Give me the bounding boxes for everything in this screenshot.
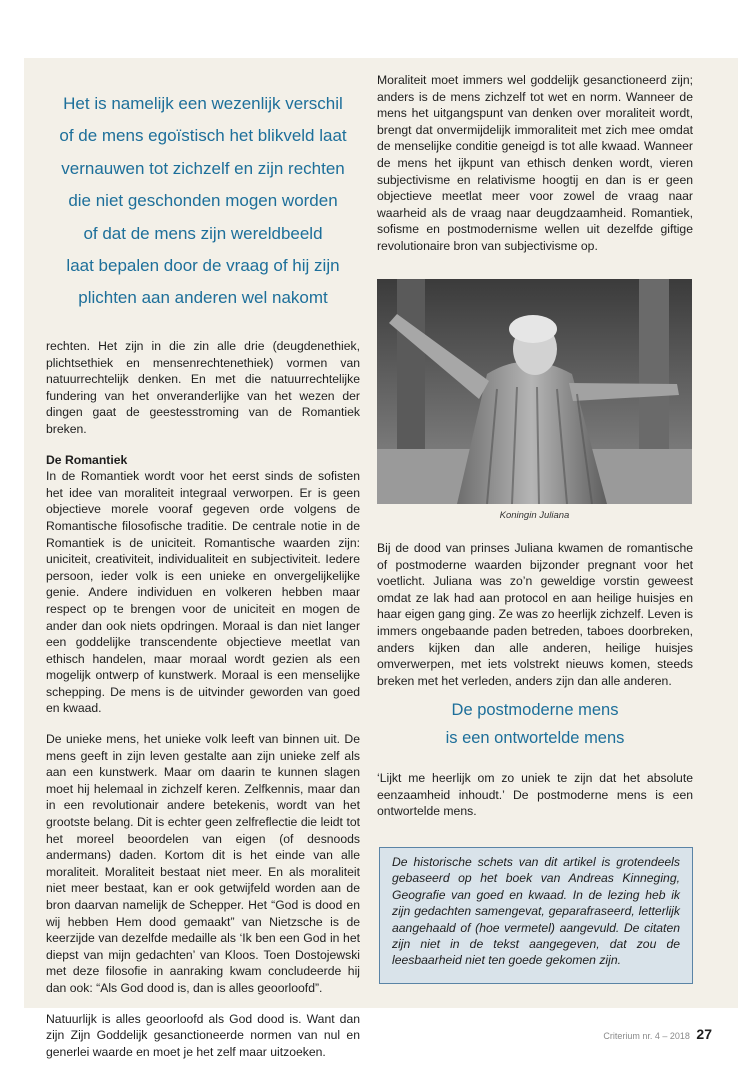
right-column-top — [377, 72, 693, 269]
paragraph: Moraliteit moet immers wel goddelijk gesanctioneerd zijn; anders is de mens zichzelf tot wet en norm. Wanneer de mens het uitgangspunt van denken over moraliteit wordt, brengt dat onvermijdelijk immoraliteit met zich mee omdat de menselijke conditie geneigd is tot alle kwaad. Wanneer de mens het ijkpunt van ethisch denken wordt, vieren subjectivisme en relativisme hoogtij en dan is er geen objectieve meetlat meer voor zowel de vraag naar waarheid als de vraag naar deugdzaamheid. Romantiek, sofisme en postmodernisme wellen uit dezelfde giftige revolutionaire bron van subjectivisme op. — [377, 73, 693, 253]
paragraph: De unieke mens, het unieke volk leeft van binnen uit. De mens geeft in zijn leven gestalte aan zijn unieke zelf als aan een kunstwerk. Maar om daarin te kunnen slagen moet hij helemaal in zichzelf keren. Zelfkennis, maar dan in een revolutionair andere betekenis, wordt van het grootste belang. Dit is echter geen zelfreflectie die leidt tot het moreel beoordelen van eigen (of desnoods andermans) daden. Kortom dit is het einde van alle moraliteit. Moraliteit bestaat niet meer. En als moraliteit niet meer bestaat, kan er ook getwijfeld worden aan de bron daarvan namelijk de Schepper. Het “God is dood en wij hebben Hem dood gemaakt” van Nietzsche is de keerzijde van dezelfde medaille als ‘Ik ben een God in het diepst van mijn gedachten’ van Kloos. Toen Dostojewski met deze filosofie in aanraking kwam concludeerde hij dan ook: “Als God dood is, dan is alles geoorloofd”. — [46, 732, 360, 995]
page-footer — [603, 1026, 712, 1042]
section-heading-postmodern — [377, 696, 693, 752]
photo-illustration — [377, 279, 692, 504]
right-column-bottom — [377, 770, 693, 834]
photo-caption: Koningin Juliana — [499, 510, 570, 521]
photo-koningin-juliana — [377, 279, 692, 504]
section-heading: De Romantiek — [46, 452, 128, 467]
paragraph: Bij de dood van prinses Juliana kwamen de romantische of postmoderne waarden bijzonder pregnant voor het voetlicht. Juliana was zo’n geweldige vorstin geweest omdat ze lak had aan protocol en aan heilige huisjes en haar eigen gang ging. Ze was zo heerlijk zichzelf. Leven is immers ongebaande paden betreden, taboes doorbreken, anders kijken dan alle anderen, heilige huisjes omverwerpen, met iets volstrekt nieuws komen, steeds breken met het verleden, anders zijn dan alle anderen. — [377, 541, 693, 688]
footer-source: Criterium nr. 4 – 2018 — [603, 1031, 690, 1041]
pull-quote-line: vernauwen tot zichzelf en zijn rechten — [61, 158, 345, 178]
pull-quote-line: Het is namelijk een wezenlijk verschil — [63, 94, 343, 113]
pull-quote-line: plichten aan anderen wel nakomt — [78, 288, 328, 308]
paragraph: Natuurlijk is alles geoorloofd als God dood is. Want dan zijn Zijn Goddelijk gesanctioneerde normen van nul en generlei waarde en moet je het zelf maar uitzoeken. — [46, 1011, 360, 1059]
left-column — [46, 338, 360, 1074]
right-column-middle — [377, 540, 693, 703]
pull-quote — [40, 88, 366, 315]
paragraph: rechten. Het zijn in die zin alle drie (deugdenethiek, plichtsethiek en mensenrechtenethiek) vormen van natuurrechtelijk denken. En met die natuurrechtelijke fundering van het onveranderlijke van het wezen der dingen gaat de geestesstroming van de Romantiek breken. — [46, 339, 360, 436]
heading-line: is een ontwortelde mens — [445, 729, 625, 747]
source-note-box: De historische schets van dit artikel is grotendeels gebaseerd op het boek van Andreas Kinneging, Geografie van goed en kwaad. In de lezing heb ik zijn gedachten samengevat, geparafraseerd, letterlijk aangehaald of (hoe vermetel) aangevuld. De citaten zijn niet in de tekst aangegeven, dat zou de leesbaarheid niet ten goede gekomen zijn. — [379, 847, 693, 984]
pull-quote-line: of de mens egoïstisch het blikveld laat — [59, 126, 347, 146]
page-number: 27 — [696, 1026, 712, 1042]
pull-quote-line: of dat de mens zijn wereldbeeld — [83, 223, 323, 243]
paragraph: ‘Lijkt me heerlijk om zo uniek te zijn dat het absolute eenzaamheid inhoudt.’ De postmoderne mens is een ontwortelde mens. — [377, 771, 693, 819]
heading-line: De postmoderne mens — [451, 701, 619, 719]
pull-quote-line: laat bepalen door de vraag of hij zijn — [66, 256, 340, 276]
paragraph: In de Romantiek wordt voor het eerst sinds de sofisten het idee van moraliteit integraal verworpen. Er is geen objectieve morele vooraf gegeven orde volgens de Romantische filosofische traditie. De centrale notie in de Romantiek is de uniciteit. Romantische waarden zijn: uniciteit, creativiteit, individualiteit en subjectiviteit. Iedere persoon, ieder volk is een unieke en onvergelijkelijke genie. Andere individuen en volkeren hebben maar respect op te brengen voor de uniciteit en mogen de ander dan ook niets opdringen. Moraal is dan niet langer een goddelijke transcendente objectieve meetlat van ethisch handelen, maar moraal wordt gezien als een mogelijk ontwerp of kunstwerk. Moraal is een menselijke schepping. De mens is de uitvinder geworden van goed en kwaad. — [46, 469, 360, 716]
pull-quote-line: die niet geschonden mogen worden — [68, 191, 338, 211]
